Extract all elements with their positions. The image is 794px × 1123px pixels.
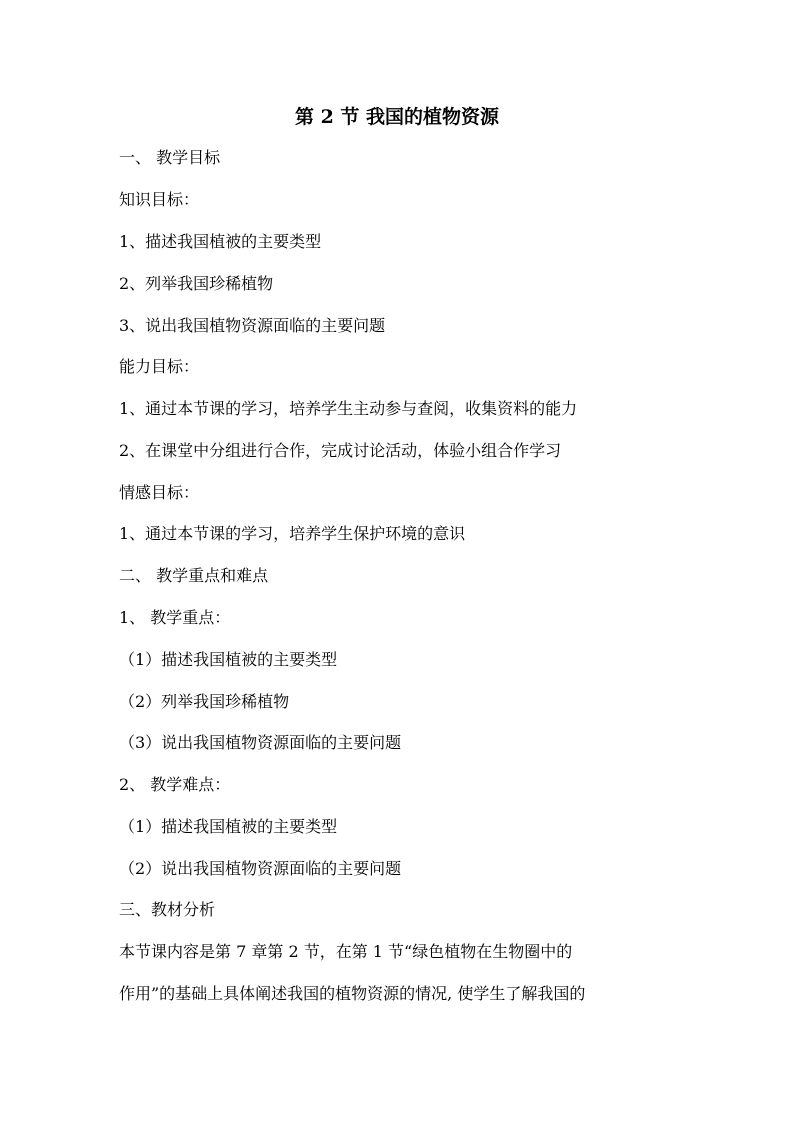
ability-goal-1: 1、通过本节课的学习，培养学生主动参与查阅，收集资料的能力 <box>119 399 578 418</box>
heading-material-analysis: 三、教材分析 <box>119 900 216 919</box>
label-ability-goals: 能力目标： <box>119 357 200 376</box>
heading-teaching-goals: 一、 教学目标 <box>119 148 221 167</box>
key-point-2: （2）列举我国珍稀植物 <box>119 692 290 711</box>
knowledge-goal-3: 3、说出我国植物资源面临的主要问题 <box>119 316 386 335</box>
knowledge-goal-2: 2、列举我国珍稀植物 <box>119 274 274 293</box>
paragraph-line-1: 本节课内容是第 7 章第 2 节，在第 1 节“绿色植物在生物圈中的 <box>119 942 573 961</box>
key-point-3: （3）说出我国植物资源面临的主要问题 <box>119 733 402 752</box>
label-emotion-goals: 情感目标： <box>119 483 200 502</box>
key-point-1: （1）描述我国植被的主要类型 <box>119 650 338 669</box>
paragraph-line-2: 作用”的基础上具体阐述我国的植物资源的情况, 使学生了解我国的 <box>119 984 586 1003</box>
page-title: 第 2 节 我国的植物资源 <box>294 106 500 128</box>
heading-key-difficult-points: 二、 教学重点和难点 <box>119 566 269 585</box>
difficult-point-1: （1）描述我国植被的主要类型 <box>119 817 338 836</box>
difficult-point-2: （2）说出我国植物资源面临的主要问题 <box>119 859 402 878</box>
emotion-goal-1: 1、通过本节课的学习，培养学生保护环境的意识 <box>119 524 466 543</box>
label-difficult-points: 2、 教学难点： <box>119 775 231 794</box>
ability-goal-2: 2、在课堂中分组进行合作，完成讨论活动，体验小组合作学习 <box>119 441 562 460</box>
label-knowledge-goals: 知识目标： <box>119 190 200 209</box>
knowledge-goal-1: 1、描述我国植被的主要类型 <box>119 232 322 251</box>
label-key-points: 1、 教学重点： <box>119 608 231 627</box>
